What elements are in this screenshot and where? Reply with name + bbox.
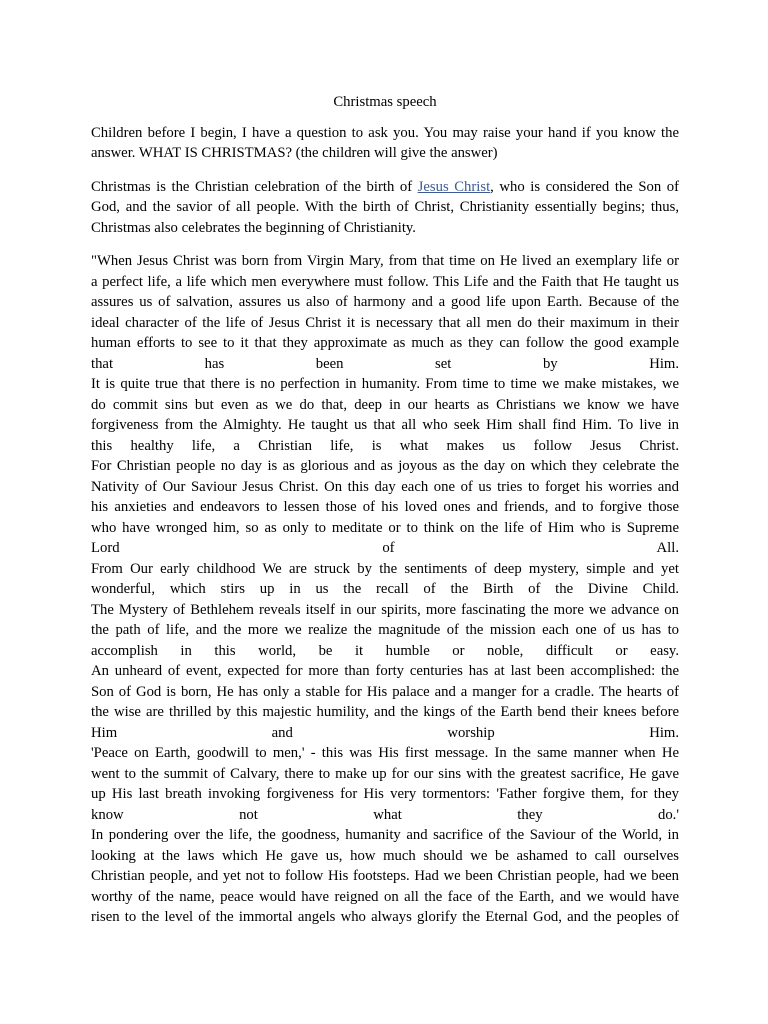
speech-line: accomplish in this world, be it humble or noble, difficult or easy. xyxy=(91,642,679,659)
speech-line: the wise are thrilled by this majestic humility, and the kings of the Earth bend their knees before xyxy=(91,704,679,720)
definition-text-after-link: , who is considered the Son of God, and the savior of all people. With the birth of Christ, Christianity essentially begins; thus, Christmas also celebrates the beginning of Christianity. xyxy=(91,178,679,236)
speech-line: worthy of the name, peace would have reigned on all the face of the Earth, and we would have xyxy=(91,888,679,905)
document-title: Christmas speech xyxy=(333,94,437,110)
speech-line: up His last breath invoking forgiveness for His very tormentors: 'Father forgive them, for they xyxy=(91,786,679,802)
speech-line: assures us of salvation, assures us also of harmony and a good life upon Earth. Because of the xyxy=(91,294,679,310)
intro-paragraph: Children before I begin, I have a question to ask you. You may raise your hand if you know the answer. WHAT IS CHRISTMAS? (the children will give the answer) xyxy=(91,124,679,161)
speech-line: Nativity of Our Saviour Jesus Christ. On this day each one of us tries to forget his worries and xyxy=(91,478,679,495)
speech-line: ideal character of the life of Jesus Christ it is necessary that all men do their maximum in their xyxy=(91,314,679,331)
speech-line: went to the summit of Calvary, there to make up for our sins with the greatest sacrifice, He gave xyxy=(91,765,679,782)
speech-line: Lord of All. xyxy=(91,540,679,556)
speech-line: risen to the level of the immortal angels who always glorify the Eternal God, and the peoples of xyxy=(91,909,679,925)
speech-line: 'Peace on Earth, goodwill to men,' - this was His first message. In the same manner when He xyxy=(91,745,679,761)
speech-line: a perfect life, a life which men everywhere must follow. This Life and the Faith that He taught us xyxy=(91,273,679,290)
speech-line: that has been set by Him. xyxy=(91,355,679,372)
speech-line: Son of God is born, He has only a stable for His palace and a manger for a cradle. The hearts of xyxy=(91,683,679,700)
speech-line: who have wronged him, so as only to meditate or to think on the life of Him who is Supreme xyxy=(91,519,679,536)
speech-line: In pondering over the life, the goodness, humanity and sacrifice of the Saviour of the World, in xyxy=(91,827,679,843)
document-page xyxy=(91,92,679,928)
speech-line: human efforts to see to it that they approximate as much as they can follow the good example xyxy=(91,335,679,351)
speech-line: forgiveness from the Almighty. He taught us that all who seek Him shall find Him. To live in xyxy=(91,417,679,433)
speech-line: know not what they do.' xyxy=(91,806,679,823)
speech-line: Him and worship Him. xyxy=(91,724,679,741)
jesus-christ-link[interactable]: Jesus Christ xyxy=(417,178,491,195)
speech-line: looking at the laws which He gave us, how much should we be ashamed to call ourselves xyxy=(91,847,679,864)
speech-body xyxy=(91,251,679,928)
definition-text-before-link: Christmas is the Christian celebration of the birth of xyxy=(91,178,418,195)
speech-line: An unheard of event, expected for more than forty centuries has at last been accomplished: the xyxy=(91,663,679,679)
speech-line: For Christian people no day is as glorious and as joyous as the day on which they celebrate the xyxy=(91,458,679,474)
speech-line: Christian people, and yet not to follow His footsteps. Had we been Christian people, had we been xyxy=(91,868,679,884)
speech-line: do commit sins but even as we do that, deep in our hearts as Christians we know we have xyxy=(91,396,679,413)
speech-line: this healthy life, a Christian life, is what makes us follow Jesus Christ. xyxy=(91,437,679,454)
definition-paragraph xyxy=(91,177,679,239)
speech-line: "When Jesus Christ was born from Virgin Mary, from that time on He lived an exemplary life or xyxy=(91,253,679,269)
speech-line: It is quite true that there is no perfection in humanity. From time to time we make mistakes, we xyxy=(91,376,679,392)
speech-line: the path of life, and the more we realize the magnitude of the mission each one of us has to xyxy=(91,622,679,638)
speech-line: From Our early childhood We are struck by the sentiments of deep mystery, simple and yet xyxy=(91,560,679,577)
speech-line: The Mystery of Bethlehem reveals itself in our spirits, more fascinating the more we advance on xyxy=(91,601,679,618)
speech-line: his anxieties and endeavors to lessen those of his loved ones and friends, and to forgive those xyxy=(91,499,679,515)
speech-line: wonderful, which stirs up in us the recall of the Birth of the Divine Child. xyxy=(91,581,679,597)
